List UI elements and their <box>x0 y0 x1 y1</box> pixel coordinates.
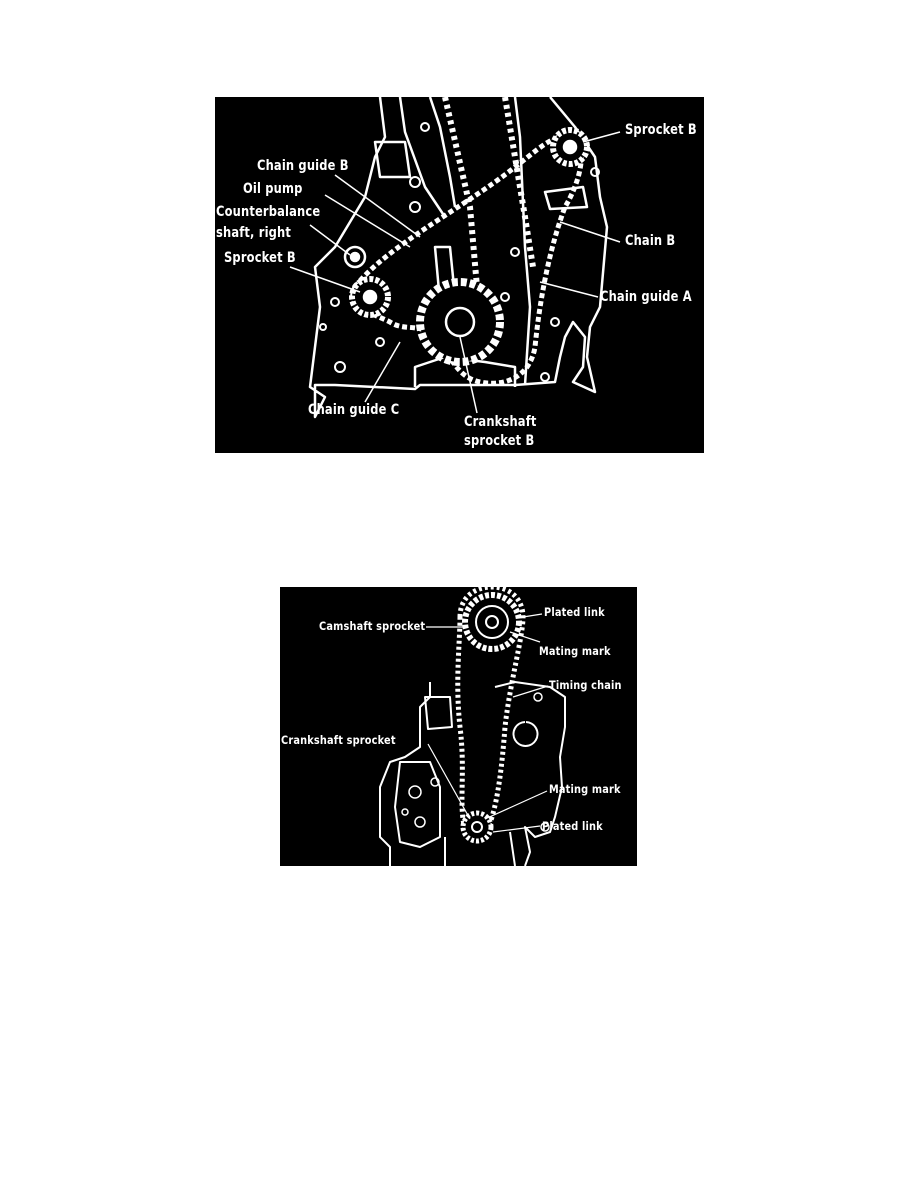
leader-plated-link-top <box>523 614 542 617</box>
leader-mating-mark-bottom <box>485 791 547 819</box>
label-chain-guide-c: Chain guide C <box>308 402 400 418</box>
label-chain-guide-b: Chain guide B <box>257 158 349 174</box>
label-plated-link-top: Plated link <box>544 605 605 619</box>
label-mating-mark-bottom: Mating mark <box>549 782 621 796</box>
leader-sprocket-b-left <box>290 267 360 292</box>
label-camshaft-sprocket: Camshaft sprocket <box>319 619 426 633</box>
label-timing-chain: Timing chain <box>549 678 622 692</box>
right-boss <box>514 722 538 746</box>
label-oil-pump: Oil pump <box>243 181 303 197</box>
leader-plated-link-bottom <box>493 826 540 832</box>
leader-chain-b <box>560 222 620 242</box>
engine-front-drawing <box>215 97 704 453</box>
label-chain-guide-a: Chain guide A <box>600 289 692 305</box>
label-crankshaft-sprocket: Crankshaft sprocket <box>281 733 396 747</box>
balance-shaft-chain-diagram <box>215 97 704 453</box>
oil-pump-plate <box>425 697 452 729</box>
label-chain-b: Chain B <box>625 233 676 249</box>
timing-cover-left <box>395 762 440 847</box>
engine-block-outline <box>380 682 430 866</box>
label-counterbalance-line2: shaft, right <box>216 225 292 241</box>
label-mating-mark-top: Mating mark <box>539 644 611 658</box>
label-crankshaft-line2: sprocket B <box>464 433 535 449</box>
leader-sprocket-b-top <box>583 132 620 142</box>
label-plated-link-bottom: Plated link <box>542 819 603 833</box>
leader-chain-guide-c <box>365 342 400 402</box>
left-chain-strip <box>445 97 477 287</box>
label-sprocket-b-left: Sprocket B <box>224 250 296 266</box>
leader-timing-chain <box>513 686 548 697</box>
label-crankshaft-line1: Crankshaft <box>464 414 537 430</box>
label-counterbalance-line1: Counterbalance <box>216 204 321 220</box>
leader-chain-guide-a <box>540 282 598 297</box>
timing-chain-diagram <box>280 587 637 866</box>
label-sprocket-b-top: Sprocket B <box>625 122 697 138</box>
